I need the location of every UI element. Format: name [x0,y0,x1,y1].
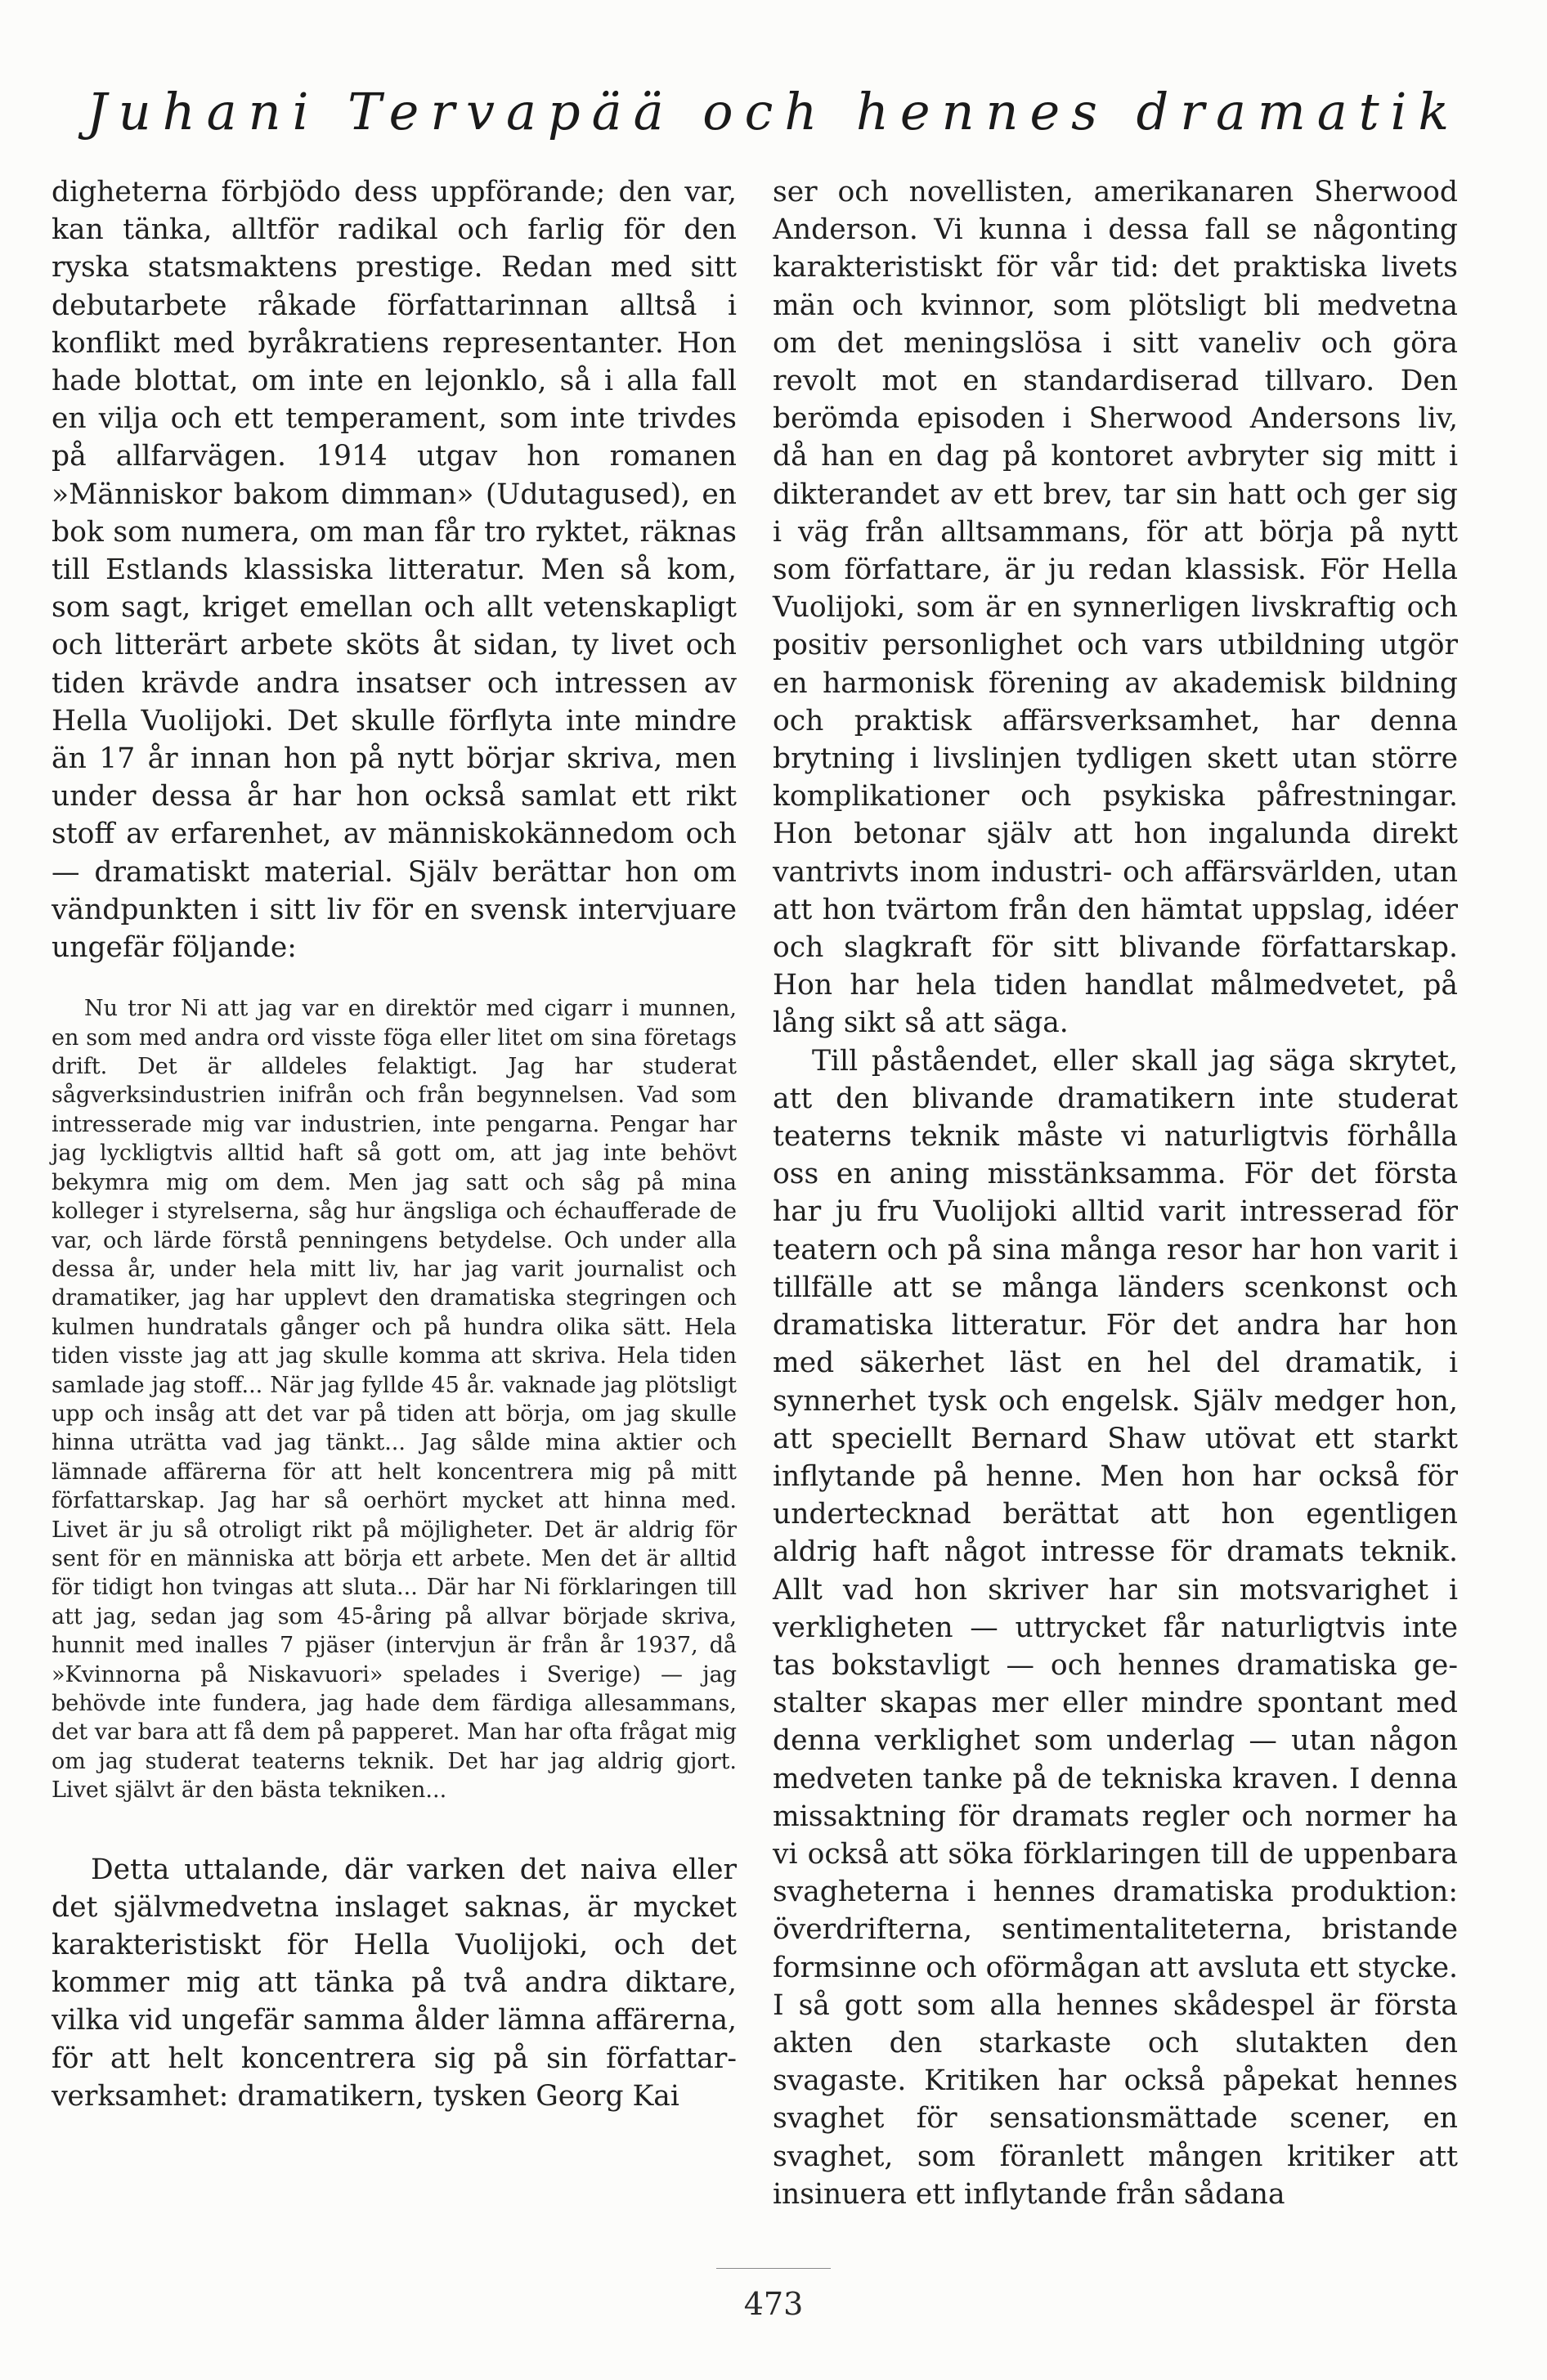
right-paragraph-2: Till påståendet, eller skall jag säga skrytet, att den blivande dramatikern inte studerat teaterns teknik måste vi naturligtvis förhålla oss en aning misstänksamma. För det första har ju fru Vuolijoki alltid varit intresserad för teatern och på sina många resor har hon varit i tillfälle att se många länders scenkonst och dramatiska litteratur. För det andra har hon med säkerhet läst en hel del dramatik, i synnerhet tysk och engelsk. Själv medger hon, att speciellt Bernard Shaw utövat ett starkt inflytande på henne. Men hon har också för undertecknad berättat att hon egentligen aldrig haft något intresse för dramats teknik. Allt vad hon skriver har sin motsvarighet i verkligheten — uttrycket får naturligtvis inte tas bokstavligt — och hennes dramatiska gestalter skapas mer eller mindre spontant med denna verklighet som underlag — utan någon medveten tanke på de tekniska kraven. I denna missaktning för dramats regler och normer ha vi också att söka förklaringen till de uppenbara svagheterna i hennes dramatiska produktion: överdrifterna, sentimentaliteterna, bristande formsinne och oförmågan att avsluta ett stycke. I så gott som alla hennes skådespel är första akten den starkaste och slutakten den svagaste. Kritiken har också påpekat hennes svaghet för sensationsmättade scener, en svaghet, som föranlett mången kritiker att insinuera ett inflytande från sådana [773,1044,1458,2211]
page-number-rule [716,2268,831,2269]
left-paragraph-2: Detta uttalande, där varken det naiva eller det självmedvetna inslaget saknas, är mycket karakteristiskt för Hella Vuolijoki, och det kommer mig att tänka på två andra diktare, vilka vid ungefär samma ålder lämna affärerna, för att helt koncentrera sig på sin författarverksamhet: dramatikern, tysken Georg Kai [52,1853,737,2113]
right-column [773,173,1458,2213]
left-column [52,173,737,2115]
running-head: Juhani Tervapää och hennes dramatik [86,82,1461,141]
page-number: 473 [743,2286,804,2322]
left-paragraph-1: digheterna förbjödo dess uppförande; den var, kan tänka, alltför radikal och farlig för den ryska statsmaktens prestige. Redan med sitt debutarbete råkade författarinnan alltså i konflikt med byråkratiens representanter. Hon hade blottat, om inte en lejonklo, så i alla fall en vilja och ett temperament, som inte trivdes på allfarvägen. 1914 utgav hon romanen »Människor bakom dimman» (Udutagused), en bok som numera, om man får tro ryktet, räknas till Estlands klassiska litteratur. Men så kom, som sagt, kriget emellan och allt vetenskapligt och litterärt arbete sköts åt sidan, ty livet och tiden krävde andra insatser och intressen av Hella Vuolijoki. Det skulle förflyta inte mindre än 17 år innan hon på nytt börjar skriva, men under dessa år har hon också samlat ett rikt stoff av erfarenhet, av människokännedom och — dramatiskt material. Själv berättar hon om vändpunkten i sitt liv för en svensk intervjuare ungefär följande: [52,176,737,965]
interview-quote: Nu tror Ni att jag var en direktör med cigarr i munnen, en som med andra ord visste föga eller litet om sina företags drift. Det är alldeles felaktigt. Jag har studerat sågverksindustrien inifrån och från begynnelsen. Vad som intresserade mig var industrien, inte pengarna. Pengar har jag lyckligtvis alltid haft så gott om, att jag inte behövt bekymra mig om dem. Men jag satt och såg på mina kolleger i styrelserna, såg hur ängsliga och échaufferade de var, och lärde förstå penningens betydelse. Och under alla dessa år, under hela mitt liv, har jag varit journalist och dramatiker, jag har upplevt den dramatiska stegringen och kulmen hundratals gånger och på hundra olika sätt. Hela tiden visste jag att jag skulle komma att skriva. Hela tiden samlade jag stoff... När jag fyllde 45 år. vaknade jag plötsligt upp och insåg att det var på tiden att börja, om jag skulle hinna uträtta vad jag tänkt... Jag sålde mina aktier och lämnade affärerna för att helt koncentrera mig på mitt författarskap. Jag har så oerhört mycket att hinna med. Livet är ju så otroligt rikt på möjligheter. Det är aldrig för sent för en människa att börja ett arbete. Men det är alltid för tidigt hon tvingas att sluta... Där har Ni förklaringen till att jag, sedan jag som 45-åring på allvar började skriva, hunnit med inalles 7 pjäser (intervjun är från år 1937, då »Kvinnorna på Niskavuori» spelades i Sverige) — jag behövde inte fundera, jag hade dem färdiga allesammans, det var bara att få dem på papperet. Man har ofta frågat mig om jag studerat teaterns teknik. Det har jag aldrig gjort. Livet självt är den bästa tekniken... [52,996,737,1804]
right-paragraph-1: ser och novellisten, amerikanaren Sherwood Anderson. Vi kunna i dessa fall se någonting karakteristiskt för vår tid: det praktiska livets män och kvinnor, som plötsligt bli medvetna om det meningslösa i sitt vaneliv och göra revolt mot en standardiserad tillvaro. Den berömda episoden i Sherwood Andersons liv, då han en dag på kontoret avbryter sig mitt i dikterandet av ett brev, tar sin hatt och ger sig i väg från alltsammans, för att börja på nytt som författare, är ju redan klassisk. För Hella Vuolijoki, som är en synnerligen livskraftig och positiv personlighet och vars utbildning utgör en harmonisk förening av akademisk bildning och praktisk affärsverksamhet, har denna brytning i livslinjen tydligen skett utan större komplikationer och psykiska påfrestningar. Hon betonar själv att hon ingalunda direkt vantrivts inom industri- och affärsvärlden, utan att hon tvärtom från den hämtat uppslag, idéer och slagkraft för sitt blivande författarskap. Hon har hela tiden handlat målmedvetet, på lång sikt så att säga. [773,176,1458,1040]
